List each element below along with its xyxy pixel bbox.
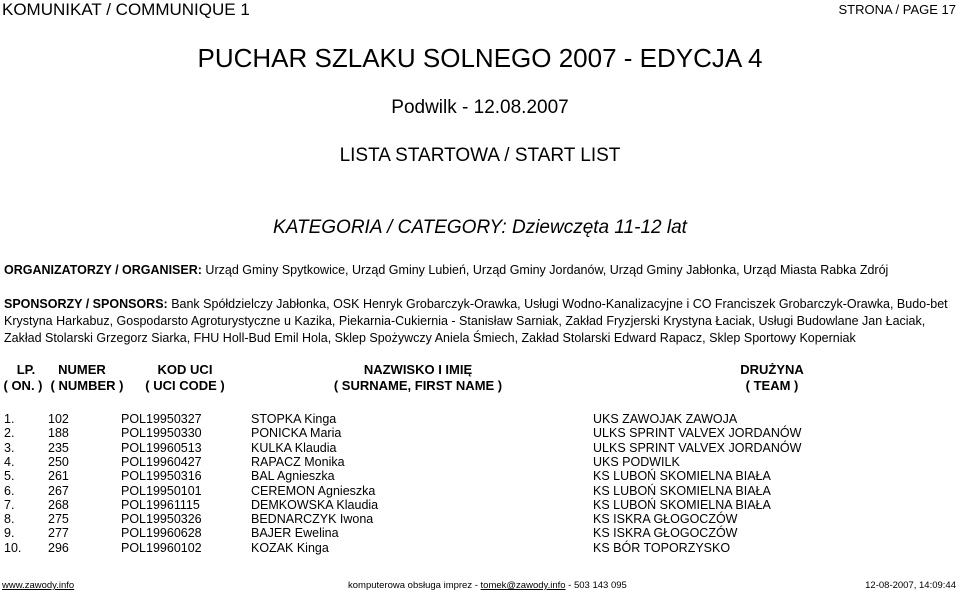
cell-team: KS LUBOŃ SKOMIELNA BIAŁA bbox=[593, 483, 771, 498]
col-name-en: ( SURNAME, FIRST NAME ) bbox=[333, 378, 503, 393]
cell-team: KS LUBOŃ SKOMIELNA BIAŁA bbox=[593, 469, 771, 484]
cell-name: BAJER Ewelina bbox=[251, 526, 339, 541]
cell-number: 250 bbox=[48, 454, 69, 469]
footer-contact bbox=[348, 580, 627, 591]
cell-lp: 10. bbox=[4, 540, 22, 555]
cell-lp: 7. bbox=[4, 497, 15, 512]
cell-name: BEDNARCZYK Iwona bbox=[251, 512, 374, 527]
cell-team: KS ISKRA GŁOGOCZÓW bbox=[593, 512, 738, 527]
venue-date: Podwilk - 12.08.2007 bbox=[391, 97, 569, 118]
cell-team: ULKS SPRINT VALVEX JORDANÓW bbox=[593, 426, 802, 441]
table-row bbox=[0, 541, 960, 556]
organiser-label: ORGANIZATORZY / ORGANISER: bbox=[4, 263, 202, 277]
cell-name: CEREMON Agnieszka bbox=[251, 483, 376, 498]
col-team-en: ( TEAM ) bbox=[745, 378, 799, 393]
cell-number: 275 bbox=[48, 512, 69, 527]
cell-lp: 4. bbox=[4, 454, 15, 469]
cell-team: UKS PODWILK bbox=[593, 454, 680, 469]
col-number: NUMER bbox=[58, 362, 106, 377]
cell-uci: POL19950326 bbox=[121, 512, 202, 527]
cell-name: DEMKOWSKA Klaudia bbox=[251, 497, 379, 512]
table-row bbox=[0, 469, 960, 484]
table-row bbox=[0, 484, 960, 499]
sponsors-label: SPONSORZY / SPONSORS: bbox=[4, 297, 168, 311]
footer-site[interactable]: www.zawody.info bbox=[2, 580, 75, 591]
col-uci: KOD UCI bbox=[157, 362, 213, 377]
cell-number: 277 bbox=[48, 526, 69, 541]
organiser-line bbox=[4, 263, 888, 277]
table-row bbox=[0, 441, 960, 456]
page-title: PUCHAR SZLAKU SOLNEGO 2007 - EDYCJA 4 bbox=[197, 43, 763, 73]
table-row bbox=[0, 426, 960, 441]
footer-contact-prefix: komputerowa obsługa imprez - bbox=[348, 580, 481, 591]
col-lp-en: ( ON. ) bbox=[3, 378, 43, 393]
table-row bbox=[0, 455, 960, 470]
cell-team: KS ISKRA GŁOGOCZÓW bbox=[593, 526, 738, 541]
cell-lp: 1. bbox=[4, 412, 15, 426]
table-row bbox=[0, 498, 960, 513]
sponsors-block bbox=[4, 296, 960, 347]
cell-name: PONICKA Maria bbox=[251, 426, 342, 441]
cell-lp: 3. bbox=[4, 440, 15, 455]
cell-team: ULKS SPRINT VALVEX JORDANÓW bbox=[593, 440, 802, 455]
col-number-en: ( NUMBER ) bbox=[50, 378, 124, 393]
table-row bbox=[0, 526, 960, 541]
col-name: NAZWISKO I IMIĘ bbox=[363, 362, 473, 377]
cell-uci: POL19950101 bbox=[121, 483, 202, 498]
cell-name: STOPKA Kinga bbox=[251, 412, 337, 426]
cell-number: 296 bbox=[48, 540, 69, 555]
cell-name: RAPACZ Monika bbox=[251, 454, 345, 469]
communique-label: KOMUNIKAT / COMMUNIQUE 1 bbox=[2, 0, 250, 19]
cell-lp: 6. bbox=[4, 483, 15, 498]
footer-email[interactable]: tomek@zawody.info bbox=[480, 580, 566, 591]
cell-lp: 8. bbox=[4, 512, 15, 527]
cell-uci: POL19960427 bbox=[121, 454, 202, 469]
cell-lp: 9. bbox=[4, 526, 15, 541]
cell-number: 267 bbox=[48, 483, 69, 498]
cell-uci: POL19960102 bbox=[121, 540, 202, 555]
cell-uci: POL19960513 bbox=[121, 440, 202, 455]
cell-name: KOZAK Kinga bbox=[251, 540, 329, 555]
cell-uci: POL19950316 bbox=[121, 469, 202, 484]
cell-number: 235 bbox=[48, 440, 69, 455]
cell-number: 188 bbox=[48, 426, 69, 441]
cell-team: KS BÓR TOPORZYSKO bbox=[593, 540, 731, 555]
cell-name: KULKA Klaudia bbox=[251, 440, 337, 455]
cell-number: 268 bbox=[48, 497, 69, 512]
col-uci-en: ( UCI CODE ) bbox=[145, 378, 225, 393]
cell-uci: POL19950330 bbox=[121, 426, 202, 441]
footer-datetime: 12-08-2007, 14:09:44 bbox=[865, 580, 956, 591]
cell-lp: 2. bbox=[4, 426, 15, 441]
cell-uci: POL19960628 bbox=[121, 526, 202, 541]
cell-uci: POL19961115 bbox=[121, 497, 200, 512]
cell-team: UKS ZAWOJAK ZAWOJA bbox=[593, 412, 738, 426]
footer-site-link[interactable] bbox=[2, 580, 74, 591]
organiser-text: Urząd Gminy Spytkowice, Urząd Gminy Lubień, Urząd Gminy Jordanów, Urząd Gminy Jabłonka, Urząd Miasta Rabka Zdrój bbox=[205, 263, 889, 277]
list-title: LISTA STARTOWA / START LIST bbox=[339, 145, 621, 166]
cell-team: KS LUBOŃ SKOMIELNA BIAŁA bbox=[593, 497, 771, 512]
cell-number: 102 bbox=[48, 412, 69, 426]
footer-contact-suffix: - 503 143 095 bbox=[565, 580, 627, 591]
sponsors-text: Bank Spółdzielczy Jabłonka, OSK Henryk Grobarczyk-Orawka, Usługi Wodno-Kanalizacyjne i CO Franciszek Grobarczyk-Orawka, Budo-bet Krystyna Harkabuz, Gospodarsto Agroturystyczne u Kazika, Piekarnia-Cukiernia - Stanisław Sarniak, Zakład Fryzjerski Krystyna Łaciak, Usługi Budowlane Jan Łaciak, Zakład Stolarski Grzegorz Siarka, FHU Holl-Bud Emil Hola, Sklep Spożywczy Aniela Śmiech, Zakład Stolarski Edward Rapacz, Sklep Sportowy Koperniak bbox=[4, 297, 948, 345]
table-row bbox=[0, 512, 960, 527]
cell-uci: POL19950327 bbox=[121, 412, 202, 426]
cell-number: 261 bbox=[48, 469, 69, 484]
col-lp: LP. bbox=[16, 362, 36, 377]
table-row bbox=[0, 412, 960, 427]
col-team: DRUŻYNA bbox=[740, 362, 804, 377]
page-number: STRONA / PAGE 17 bbox=[838, 2, 956, 17]
cell-name: BAL Agnieszka bbox=[251, 469, 335, 484]
cell-lp: 5. bbox=[4, 469, 15, 484]
category-title: KATEGORIA / CATEGORY: Dziewczęta 11-12 lat bbox=[273, 217, 687, 238]
